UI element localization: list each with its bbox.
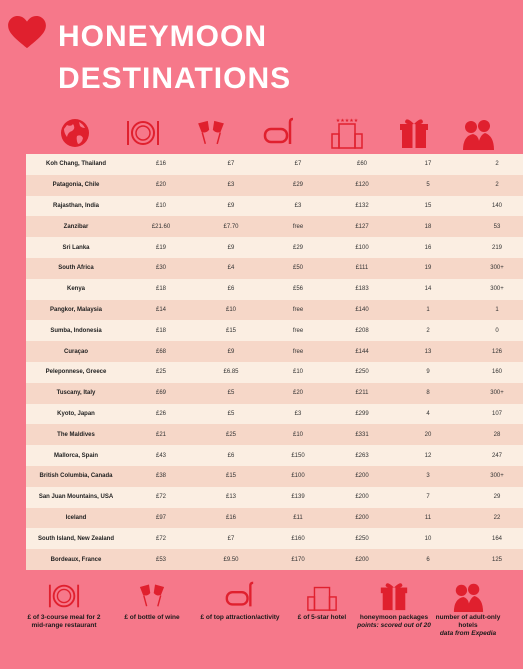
meal-price-cell: £25 <box>126 362 196 383</box>
packages-score-cell: 6 <box>394 549 462 570</box>
attraction-price-cell: £29 <box>266 175 330 196</box>
table-row <box>26 549 523 570</box>
packages-score-cell: 2 <box>394 320 462 341</box>
gift-icon <box>396 116 432 150</box>
wine-price-cell: £15 <box>196 320 266 341</box>
meal-price-cell: £68 <box>126 341 196 362</box>
meal-price-cell: £72 <box>126 487 196 508</box>
table-row <box>26 528 523 549</box>
table-row <box>26 279 523 300</box>
packages-score-cell: 12 <box>394 445 462 466</box>
legend-subtext: points: scored out of 20 <box>357 622 431 629</box>
destination-cell: Rajasthan, India <box>26 196 126 217</box>
wine-price-cell: £13 <box>196 487 266 508</box>
attraction-price-cell: £10 <box>266 362 330 383</box>
wine-price-cell: £5 <box>196 383 266 404</box>
meal-price-cell: £18 <box>126 320 196 341</box>
attraction-price-cell: free <box>266 320 330 341</box>
packages-score-cell: 9 <box>394 362 462 383</box>
adult-hotels-cell: 300+ <box>462 258 523 279</box>
hotel-price-cell: £263 <box>330 445 394 466</box>
destination-cell: Peleponnese, Greece <box>26 362 126 383</box>
hotel-price-cell: £211 <box>330 383 394 404</box>
wine-price-cell: £7 <box>196 528 266 549</box>
table-row <box>26 508 523 529</box>
meal-price-cell: £97 <box>126 508 196 529</box>
table <box>26 154 523 570</box>
legend-text: £ of top attraction/activity <box>200 614 280 621</box>
adult-hotels-cell: 125 <box>462 549 523 570</box>
legend-text: £ of bottle of wine <box>124 614 180 621</box>
meal-price-cell: £20 <box>126 175 196 196</box>
attraction-price-cell: free <box>266 341 330 362</box>
wine-price-cell: £16 <box>196 508 266 529</box>
wine-glasses-icon <box>135 580 169 612</box>
destination-cell: San Juan Mountains, USA <box>26 487 126 508</box>
adult-hotels-cell: 126 <box>462 341 523 362</box>
page-title <box>58 16 291 100</box>
destinations-table <box>26 154 504 570</box>
table-row <box>26 445 523 466</box>
destination-cell: Kyoto, Japan <box>26 404 126 425</box>
meal-price-cell: £38 <box>126 466 196 487</box>
adult-hotels-cell: 53 <box>462 216 523 237</box>
wine-price-cell: £9 <box>196 237 266 258</box>
packages-score-cell: 13 <box>394 341 462 362</box>
meal-price-cell: £69 <box>126 383 196 404</box>
attraction-price-cell: £139 <box>266 487 330 508</box>
hotel-price-cell: £250 <box>330 528 394 549</box>
attraction-price-cell: £29 <box>266 237 330 258</box>
hotel-price-cell: £120 <box>330 175 394 196</box>
kissing-couple-icon <box>460 116 496 150</box>
packages-score-cell: 16 <box>394 237 462 258</box>
wine-price-cell: £6 <box>196 445 266 466</box>
table-row <box>26 237 523 258</box>
packages-score-cell: 8 <box>394 383 462 404</box>
packages-score-cell: 4 <box>394 404 462 425</box>
destination-cell: Tuscany, Italy <box>26 383 126 404</box>
kissing-couple-icon <box>451 580 485 612</box>
adult-hotels-cell: 300+ <box>462 466 523 487</box>
meal-price-cell: £26 <box>126 404 196 425</box>
heart-icon <box>8 16 46 50</box>
adult-hotels-cell: 140 <box>462 196 523 217</box>
legend-text: honeymoon packages <box>359 614 429 621</box>
table-row <box>26 216 523 237</box>
packages-score-cell: 19 <box>394 258 462 279</box>
attraction-price-cell: £56 <box>266 279 330 300</box>
hotel-price-cell: £183 <box>330 279 394 300</box>
packages-score-cell: 10 <box>394 528 462 549</box>
legend-item-packages <box>354 580 434 630</box>
adult-hotels-cell: 22 <box>462 508 523 529</box>
legend-item-wine <box>112 580 192 622</box>
meal-price-cell: £72 <box>126 528 196 549</box>
wine-price-cell: £9.50 <box>196 549 266 570</box>
wine-price-cell: £9 <box>196 196 266 217</box>
attraction-price-cell: £11 <box>266 508 330 529</box>
wine-price-cell: £6.85 <box>196 362 266 383</box>
adult-hotels-cell: 107 <box>462 404 523 425</box>
attraction-price-cell: £170 <box>266 549 330 570</box>
wine-price-cell: £5 <box>196 404 266 425</box>
legend-item-attraction <box>200 580 280 622</box>
packages-score-cell: 7 <box>394 487 462 508</box>
destination-cell: The Maldives <box>26 424 126 445</box>
packages-score-cell: 20 <box>394 424 462 445</box>
attraction-price-cell: free <box>266 300 330 321</box>
table-row <box>26 320 523 341</box>
table-row <box>26 154 523 175</box>
meal-price-cell: £16 <box>126 154 196 175</box>
adult-hotels-cell: 0 <box>462 320 523 341</box>
hotel-price-cell: £60 <box>330 154 394 175</box>
hotel-price-cell: £299 <box>330 404 394 425</box>
hotel-icon <box>329 116 365 150</box>
wine-glasses-icon <box>193 116 229 150</box>
table-row <box>26 175 523 196</box>
adult-hotels-cell: 164 <box>462 528 523 549</box>
meal-price-cell: £21 <box>126 424 196 445</box>
hotel-price-cell: £200 <box>330 549 394 570</box>
table-row <box>26 341 523 362</box>
wine-price-cell: £10 <box>196 300 266 321</box>
attraction-price-cell: £3 <box>266 196 330 217</box>
svg-text:★★★★★: ★★★★★ <box>335 118 359 124</box>
destination-cell: Bordeaux, France <box>26 549 126 570</box>
legend-item-adult-hotels <box>428 580 508 638</box>
adult-hotels-cell: 219 <box>462 237 523 258</box>
hotel-price-cell: £331 <box>330 424 394 445</box>
hotel-price-cell: £200 <box>330 466 394 487</box>
adult-hotels-cell: 28 <box>462 424 523 445</box>
adult-hotels-cell: 2 <box>462 154 523 175</box>
hotel-price-cell: £111 <box>330 258 394 279</box>
legend-item-hotel <box>282 580 362 622</box>
destination-cell: Curaçao <box>26 341 126 362</box>
destination-cell: Sumba, Indonesia <box>26 320 126 341</box>
table-row <box>26 404 523 425</box>
plate-cutlery-icon <box>125 116 161 150</box>
destination-cell: South Island, New Zealand <box>26 528 126 549</box>
adult-hotels-cell: 1 <box>462 300 523 321</box>
legend-text: £ of 3-course meal for 2 mid-range restaurant <box>27 614 101 629</box>
hotel-price-cell: £132 <box>330 196 394 217</box>
wine-price-cell: £6 <box>196 279 266 300</box>
adult-hotels-cell: 2 <box>462 175 523 196</box>
legend <box>24 580 504 669</box>
column-icon-row <box>26 116 496 152</box>
hotel-price-cell: £144 <box>330 341 394 362</box>
gift-icon <box>377 580 411 612</box>
hotel-price-cell: £208 <box>330 320 394 341</box>
destination-cell: South Africa <box>26 258 126 279</box>
adult-hotels-cell: 160 <box>462 362 523 383</box>
legend-subtext: data from Expedia <box>439 630 497 637</box>
destination-cell: Iceland <box>26 508 126 529</box>
packages-score-cell: 17 <box>394 154 462 175</box>
wine-price-cell: £7.70 <box>196 216 266 237</box>
attraction-price-cell: £160 <box>266 528 330 549</box>
wine-price-cell: £25 <box>196 424 266 445</box>
attraction-price-cell: free <box>266 216 330 237</box>
hotel-price-cell: £200 <box>330 508 394 529</box>
table-row <box>26 466 523 487</box>
meal-price-cell: £14 <box>126 300 196 321</box>
destination-cell: Kenya <box>26 279 126 300</box>
meal-price-cell: £18 <box>126 279 196 300</box>
destination-cell: Sri Lanka <box>26 237 126 258</box>
table-row <box>26 300 523 321</box>
legend-text: £ of 5-star hotel <box>297 614 347 621</box>
snorkel-mask-icon <box>261 116 297 150</box>
legend-item-meal <box>24 580 104 630</box>
wine-price-cell: £15 <box>196 466 266 487</box>
meal-price-cell: £43 <box>126 445 196 466</box>
destination-cell: Zanzibar <box>26 216 126 237</box>
plate-cutlery-icon <box>47 580 81 612</box>
packages-score-cell: 18 <box>394 216 462 237</box>
destination-cell: Mallorca, Spain <box>26 445 126 466</box>
packages-score-cell: 3 <box>394 466 462 487</box>
packages-score-cell: 5 <box>394 175 462 196</box>
attraction-price-cell: £100 <box>266 466 330 487</box>
legend-text: number of adult-only hotels <box>435 614 501 629</box>
meal-price-cell: £19 <box>126 237 196 258</box>
attraction-price-cell: £150 <box>266 445 330 466</box>
packages-score-cell: 11 <box>394 508 462 529</box>
title-line-2: DESTINATIONS <box>58 62 292 95</box>
packages-score-cell: 14 <box>394 279 462 300</box>
wine-price-cell: £9 <box>196 341 266 362</box>
table-row <box>26 196 523 217</box>
meal-price-cell: £53 <box>126 549 196 570</box>
table-row <box>26 487 523 508</box>
destination-cell: Koh Chang, Thailand <box>26 154 126 175</box>
table-row <box>26 258 523 279</box>
wine-price-cell: £4 <box>196 258 266 279</box>
attraction-price-cell: £3 <box>266 404 330 425</box>
wine-price-cell: £3 <box>196 175 266 196</box>
destination-cell: British Columbia, Canada <box>26 466 126 487</box>
meal-price-cell: £21.60 <box>126 216 196 237</box>
table-row <box>26 424 523 445</box>
destination-cell: Pangkor, Malaysia <box>26 300 126 321</box>
table-row <box>26 362 523 383</box>
adult-hotels-cell: 300+ <box>462 383 523 404</box>
hotel-price-cell: £140 <box>330 300 394 321</box>
hotel-price-cell: £127 <box>330 216 394 237</box>
table-row <box>26 383 523 404</box>
attraction-price-cell: £50 <box>266 258 330 279</box>
meal-price-cell: £30 <box>126 258 196 279</box>
hotel-price-cell: £100 <box>330 237 394 258</box>
title-line-1: HONEYMOON <box>58 20 268 53</box>
adult-hotels-cell: 300+ <box>462 279 523 300</box>
packages-score-cell: 15 <box>394 196 462 217</box>
destination-cell: Patagonia, Chile <box>26 175 126 196</box>
globe-icon <box>57 116 93 150</box>
attraction-price-cell: £10 <box>266 424 330 445</box>
hotel-icon <box>305 580 339 612</box>
meal-price-cell: £10 <box>126 196 196 217</box>
snorkel-mask-icon <box>223 580 257 612</box>
adult-hotels-cell: 247 <box>462 445 523 466</box>
attraction-price-cell: £7 <box>266 154 330 175</box>
packages-score-cell: 1 <box>394 300 462 321</box>
wine-price-cell: £7 <box>196 154 266 175</box>
attraction-price-cell: £20 <box>266 383 330 404</box>
hotel-price-cell: £200 <box>330 487 394 508</box>
hotel-price-cell: £250 <box>330 362 394 383</box>
adult-hotels-cell: 29 <box>462 487 523 508</box>
